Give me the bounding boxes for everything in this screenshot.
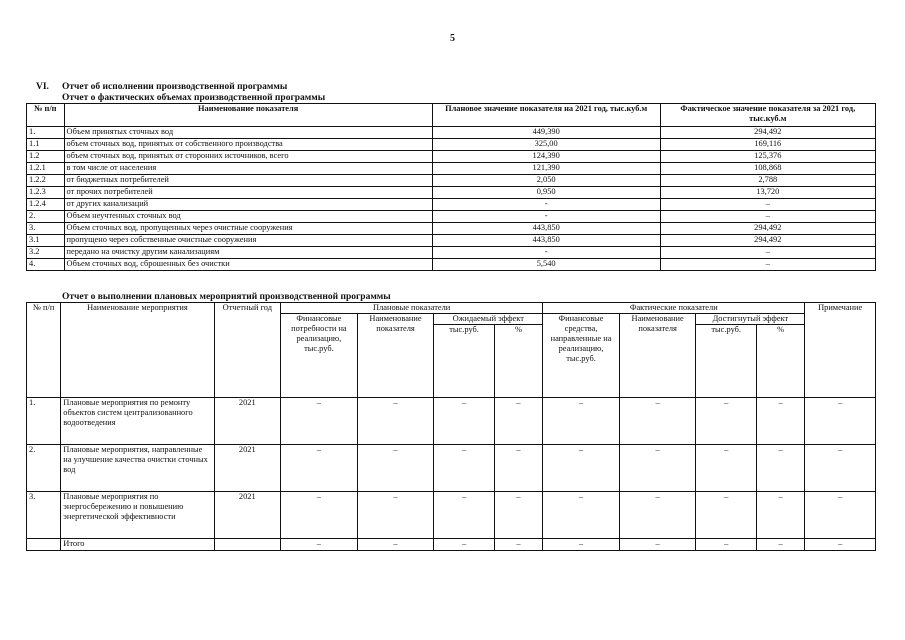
row-name: объем сточных вод, принятых от собственного производства	[64, 139, 432, 151]
table-row	[27, 163, 876, 175]
row-cell: –	[619, 492, 696, 539]
table-row	[27, 398, 876, 445]
row-fact: 125,376	[660, 151, 875, 163]
row-cell: –	[619, 539, 696, 551]
row-cell: –	[805, 492, 876, 539]
header-name: Наименование показателя	[64, 104, 432, 127]
header-plan-rub: тыс.руб.	[434, 325, 494, 398]
table-row	[27, 187, 876, 199]
row-cell: –	[696, 398, 756, 445]
row-cell: –	[696, 492, 756, 539]
row-name: от бюджетных потребителей	[64, 175, 432, 187]
row-cell: –	[619, 398, 696, 445]
header-year: Отчетный год	[214, 303, 281, 398]
header-plan-pct: %	[494, 325, 542, 398]
header-plan-effect: Ожидаемый эффект	[434, 314, 543, 325]
row-name: Объем принятых сточных вод	[64, 127, 432, 139]
row-name: в том числе от населения	[64, 163, 432, 175]
row-plan: 443,850	[432, 235, 660, 247]
row-cell: –	[357, 445, 434, 492]
row-cell: –	[281, 492, 358, 539]
table-header-row	[27, 104, 876, 127]
row-plan: -	[432, 199, 660, 211]
header-plan-fin: Финансовые потребности на реализацию, тыс.руб.	[281, 314, 358, 398]
row-plan: 0,950	[432, 187, 660, 199]
row-num: 1.	[27, 398, 61, 445]
row-fact: 108,868	[660, 163, 875, 175]
row-name: Плановые мероприятия, направленные на улучшение качества очистки сточных вод	[61, 445, 214, 492]
total-row	[27, 539, 876, 551]
row-num: 3.1	[27, 235, 65, 247]
row-name: от других канализаций	[64, 199, 432, 211]
row-cell: –	[696, 539, 756, 551]
row-plan: 325,00	[432, 139, 660, 151]
section-title: Отчет об исполнении производственной программы	[62, 82, 288, 92]
header-num: № п/п	[27, 303, 61, 398]
row-cell: –	[494, 539, 542, 551]
total-label: Итого	[61, 539, 214, 551]
row-year: 2021	[214, 445, 281, 492]
row-cell: –	[434, 398, 494, 445]
row-cell: –	[494, 445, 542, 492]
row-fact: 169,116	[660, 139, 875, 151]
row-name: Объем неучтенных сточных вод	[64, 211, 432, 223]
row-fact: 294,492	[660, 127, 875, 139]
row-num: 1.	[27, 127, 65, 139]
row-num	[27, 539, 61, 551]
row-name: Объем сточных вод, сброшенных без очистки	[64, 259, 432, 271]
row-num: 1.2.4	[27, 199, 65, 211]
row-year: 2021	[214, 492, 281, 539]
page-number: 5	[450, 33, 455, 44]
row-cell: –	[357, 539, 434, 551]
row-cell: –	[619, 445, 696, 492]
header-plan: Плановое значение показателя на 2021 год, тыс.куб.м	[432, 104, 660, 127]
row-num: 3.	[27, 223, 65, 235]
row-year: 2021	[214, 398, 281, 445]
table-row	[27, 235, 876, 247]
header-fact: Фактическое значение показателя за 2021 год, тыс.куб.м	[660, 104, 875, 127]
row-cell: –	[357, 492, 434, 539]
header-fact-indicator: Наименование показателя	[619, 314, 696, 398]
row-plan: -	[432, 247, 660, 259]
row-fact: –	[660, 211, 875, 223]
row-plan: 121,390	[432, 163, 660, 175]
header-name: Наименование мероприятия	[61, 303, 214, 398]
row-cell: –	[494, 492, 542, 539]
row-cell: –	[543, 492, 620, 539]
header-plan-group: Плановые показатели	[281, 303, 543, 314]
header-plan-indicator: Наименование показателя	[357, 314, 434, 398]
table-row	[27, 151, 876, 163]
row-plan: 124,390	[432, 151, 660, 163]
row-name: Плановые мероприятия по энергосбережению и повышению энергетической эффективности	[61, 492, 214, 539]
row-plan: 443,850	[432, 223, 660, 235]
row-num: 1.1	[27, 139, 65, 151]
table-header-row	[27, 303, 876, 314]
measures-table	[26, 302, 876, 551]
table-row	[27, 211, 876, 223]
row-cell: –	[434, 539, 494, 551]
row-cell: –	[281, 445, 358, 492]
row-fact: 13,720	[660, 187, 875, 199]
row-cell: –	[756, 445, 804, 492]
row-cell: –	[805, 445, 876, 492]
row-cell: –	[357, 398, 434, 445]
row-cell: –	[281, 539, 358, 551]
row-plan: 5,540	[432, 259, 660, 271]
row-cell: –	[543, 398, 620, 445]
volumes-table	[26, 103, 876, 271]
row-fact: –	[660, 259, 875, 271]
row-fact: 294,492	[660, 223, 875, 235]
header-num: № п/п	[27, 104, 65, 127]
table-row	[27, 445, 876, 492]
row-name: пропущено через собственные очистные сооружения	[64, 235, 432, 247]
row-cell: –	[805, 398, 876, 445]
table2-title: Отчет о выполнении плановых мероприятий производственной программы	[62, 292, 391, 302]
header-fact-rub: тыс.руб.	[696, 325, 756, 398]
table-row	[27, 223, 876, 235]
row-cell: –	[543, 445, 620, 492]
row-cell: –	[756, 398, 804, 445]
row-num: 1.2.2	[27, 175, 65, 187]
row-num: 2.	[27, 445, 61, 492]
row-num: 1.2.3	[27, 187, 65, 199]
table-row	[27, 492, 876, 539]
row-plan: 2,050	[432, 175, 660, 187]
row-fact: 2,788	[660, 175, 875, 187]
row-cell: –	[805, 539, 876, 551]
row-plan: -	[432, 211, 660, 223]
row-name: передано на очистку другим канализациям	[64, 247, 432, 259]
row-fact: –	[660, 199, 875, 211]
row-cell: –	[281, 398, 358, 445]
header-note: Примечание	[805, 303, 876, 398]
row-fact: –	[660, 247, 875, 259]
row-fact: 294,492	[660, 235, 875, 247]
row-cell: –	[756, 539, 804, 551]
header-fact-pct: %	[756, 325, 804, 398]
header-fact-fin: Финансовые средства, направленные на реализацию, тыс.руб.	[543, 314, 620, 398]
table-row	[27, 199, 876, 211]
row-num: 1.2	[27, 151, 65, 163]
header-fact-effect: Достигнутый эффект	[696, 314, 805, 325]
row-cell: –	[434, 492, 494, 539]
header-fact-group: Фактические показатели	[543, 303, 805, 314]
row-name: Плановые мероприятия по ремонту объектов систем централизованного водоотведения	[61, 398, 214, 445]
section-subtitle: Отчет о фактических объемах производственной программы	[62, 93, 326, 103]
table-row	[27, 259, 876, 271]
row-cell: –	[494, 398, 542, 445]
row-num: 2.	[27, 211, 65, 223]
row-year	[214, 539, 281, 551]
section-number: VI.	[36, 82, 49, 92]
row-name: от прочих потребителей	[64, 187, 432, 199]
row-cell: –	[696, 445, 756, 492]
row-num: 3.	[27, 492, 61, 539]
row-name: Объем сточных вод, пропущенных через очистные сооружения	[64, 223, 432, 235]
table-row	[27, 247, 876, 259]
table-row	[27, 127, 876, 139]
row-cell: –	[756, 492, 804, 539]
row-num: 4.	[27, 259, 65, 271]
row-num: 1.2.1	[27, 163, 65, 175]
row-name: объем сточных вод, принятых от сторонних источников, всего	[64, 151, 432, 163]
table-row	[27, 139, 876, 151]
table-row	[27, 175, 876, 187]
row-cell: –	[543, 539, 620, 551]
row-cell: –	[434, 445, 494, 492]
row-num: 3.2	[27, 247, 65, 259]
row-plan: 449,390	[432, 127, 660, 139]
